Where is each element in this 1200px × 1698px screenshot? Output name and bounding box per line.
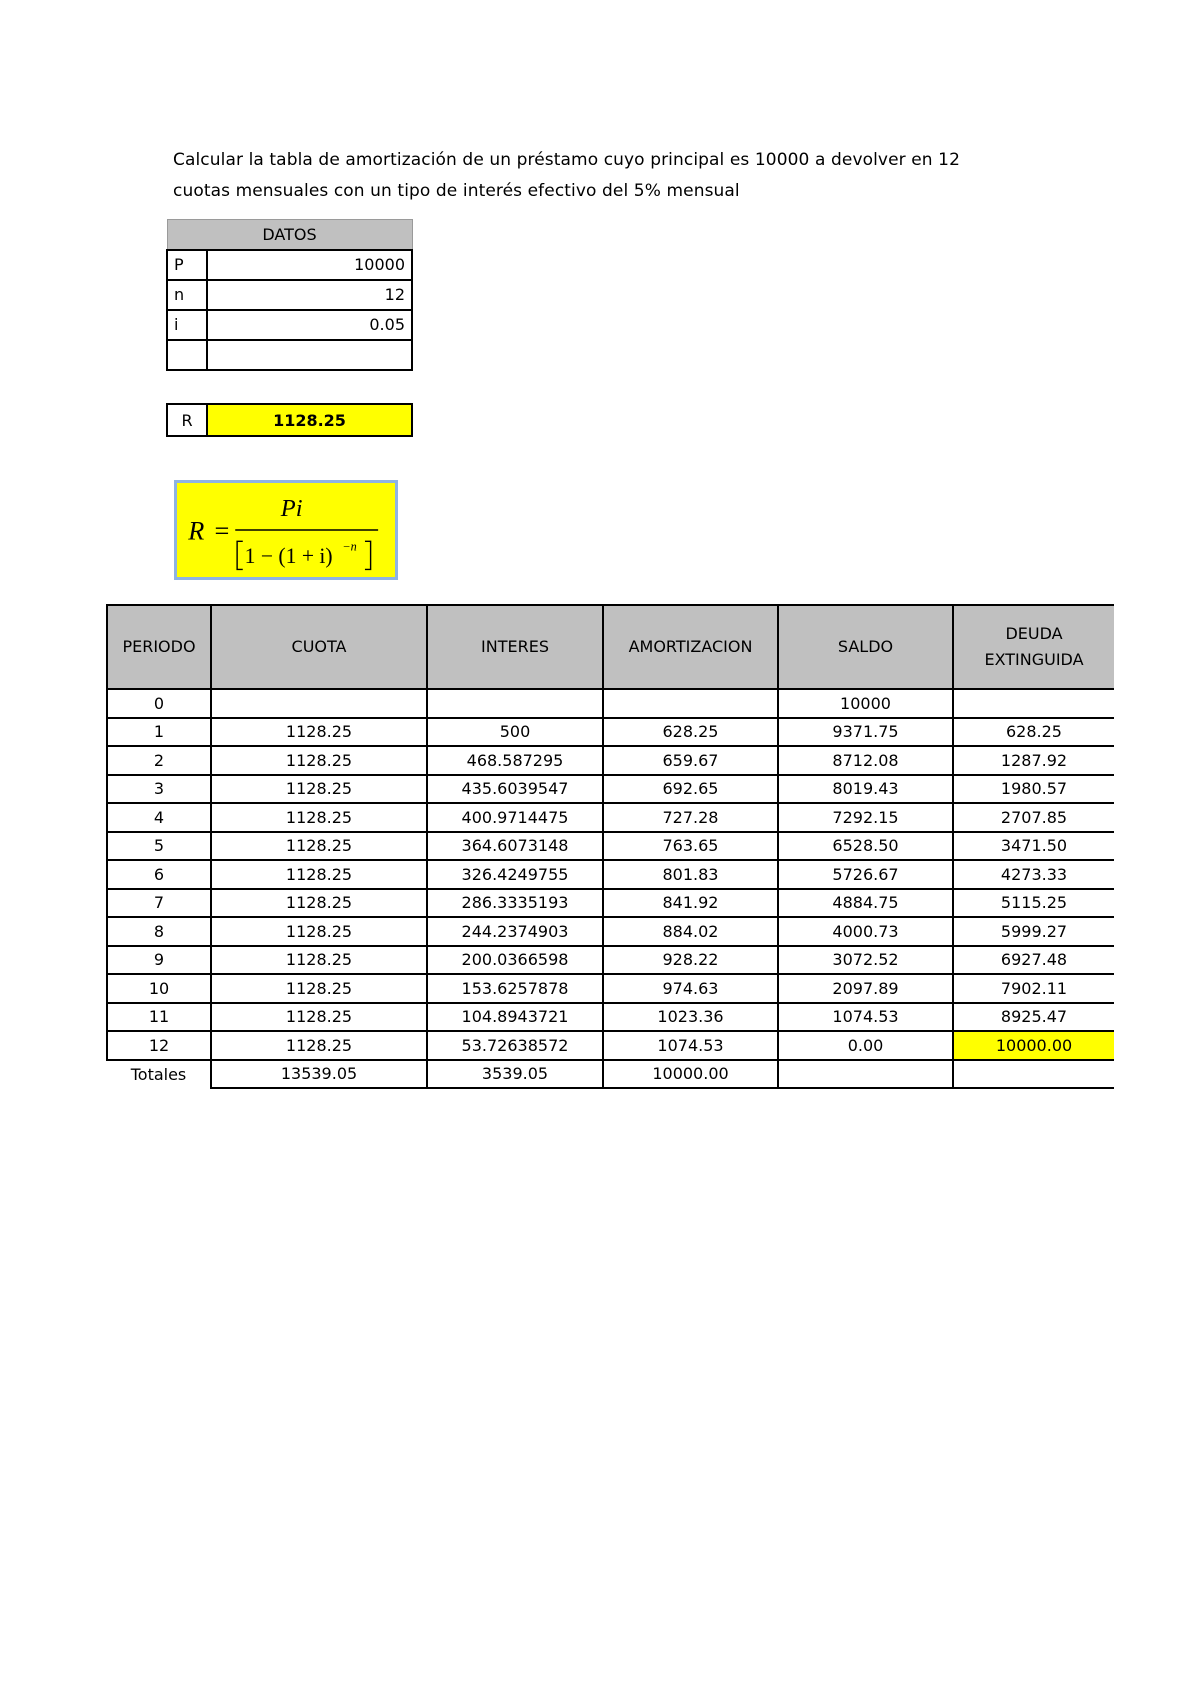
cell-saldo: 9371.75 <box>778 718 953 747</box>
table-row <box>107 746 1114 775</box>
cell-periodo: 10 <box>107 974 211 1003</box>
cell-periodo: 12 <box>107 1031 211 1060</box>
datos-key: i <box>167 310 207 340</box>
cell-amortizacion: 801.83 <box>603 860 778 889</box>
cell-periodo: 7 <box>107 889 211 918</box>
cell-deuda-extinguida: 5999.27 <box>953 917 1114 946</box>
cell-interes: 244.2374903 <box>427 917 603 946</box>
table-row <box>107 718 1114 747</box>
cell-amortizacion: 692.65 <box>603 775 778 804</box>
cell-cuota: 1128.25 <box>211 917 427 946</box>
cell-cuota: 1128.25 <box>211 746 427 775</box>
cell-interes: 153.6257878 <box>427 974 603 1003</box>
datos-row <box>167 250 412 280</box>
cell-amortizacion <box>603 689 778 718</box>
formula-lhs: R <box>188 516 205 546</box>
datos-table <box>166 219 413 371</box>
cell-cuota: 1128.25 <box>211 775 427 804</box>
problem-line-1: Calcular la tabla de amortización de un préstamo cuyo principal es 10000 a devolver en 12 <box>173 150 961 170</box>
cell-cuota <box>211 689 427 718</box>
cell-periodo: 4 <box>107 803 211 832</box>
datos-value: 12 <box>207 280 412 310</box>
cell-amortizacion: 1023.36 <box>603 1003 778 1032</box>
cell-saldo: 0.00 <box>778 1031 953 1060</box>
cell-interes: 3539.05 <box>427 1060 603 1089</box>
cell-interes: 500 <box>427 718 603 747</box>
cell-saldo: 8019.43 <box>778 775 953 804</box>
cell-amortizacion: 763.65 <box>603 832 778 861</box>
cell-interes: 435.6039547 <box>427 775 603 804</box>
table-row <box>107 946 1114 975</box>
result-key: R <box>167 404 207 436</box>
cell-cuota: 1128.25 <box>211 889 427 918</box>
cell-periodo: 5 <box>107 832 211 861</box>
cell-cuota: 1128.25 <box>211 803 427 832</box>
cell-deuda-extinguida: 3471.50 <box>953 832 1114 861</box>
cell-deuda-extinguida: 7902.11 <box>953 974 1114 1003</box>
cell-amortizacion: 841.92 <box>603 889 778 918</box>
cell-deuda-extinguida: 1287.92 <box>953 746 1114 775</box>
amortization-table <box>106 604 1114 1089</box>
cell-cuota: 1128.25 <box>211 718 427 747</box>
datos-key <box>167 340 207 370</box>
cell-saldo: 3072.52 <box>778 946 953 975</box>
cell-deuda-extinguida: 628.25 <box>953 718 1114 747</box>
cell-cuota: 1128.25 <box>211 860 427 889</box>
table-row <box>107 889 1114 918</box>
formula-numerator: Pi <box>280 494 303 522</box>
cell-cuota: 13539.05 <box>211 1060 427 1089</box>
cell-deuda-extinguida: 6927.48 <box>953 946 1114 975</box>
cell-amortizacion: 659.67 <box>603 746 778 775</box>
formula-exponent: −n <box>342 539 357 554</box>
header-interes: INTERES <box>427 605 603 689</box>
cell-amortizacion: 727.28 <box>603 803 778 832</box>
table-row <box>107 689 1114 718</box>
cell-periodo: 1 <box>107 718 211 747</box>
cell-cuota: 1128.25 <box>211 832 427 861</box>
cell-interes: 326.4249755 <box>427 860 603 889</box>
cell-interes: 468.587295 <box>427 746 603 775</box>
cell-saldo: 7292.15 <box>778 803 953 832</box>
header-cuota: CUOTA <box>211 605 427 689</box>
cell-cuota: 1128.25 <box>211 1031 427 1060</box>
cell-saldo: 4000.73 <box>778 917 953 946</box>
cell-periodo: 2 <box>107 746 211 775</box>
datos-row <box>167 340 412 370</box>
cell-interes: 400.9714475 <box>427 803 603 832</box>
cell-interes: 104.8943721 <box>427 1003 603 1032</box>
cell-cuota: 1128.25 <box>211 1003 427 1032</box>
cell-periodo: 8 <box>107 917 211 946</box>
cell-saldo: 8712.08 <box>778 746 953 775</box>
cell-interes: 200.0366598 <box>427 946 603 975</box>
cell-amortizacion: 884.02 <box>603 917 778 946</box>
cell-interes: 53.72638572 <box>427 1031 603 1060</box>
datos-row <box>167 310 412 340</box>
cell-deuda-extinguida <box>953 1060 1114 1089</box>
table-body <box>107 689 1114 1088</box>
formula-denominator: 1 − (1 + i) <box>244 543 333 568</box>
totals-row <box>107 1060 1114 1089</box>
datos-title: DATOS <box>167 220 412 250</box>
cell-deuda-extinguida: 4273.33 <box>953 860 1114 889</box>
formula-graphic <box>177 483 395 577</box>
problem-statement <box>173 145 1033 207</box>
annuity-formula <box>174 480 398 580</box>
cell-periodo: Totales <box>107 1060 211 1089</box>
table-row <box>107 1031 1114 1060</box>
problem-line-2: cuotas mensuales con un tipo de interés efectivo del 5% mensual <box>173 181 740 201</box>
cell-amortizacion: 628.25 <box>603 718 778 747</box>
datos-value: 0.05 <box>207 310 412 340</box>
table-row <box>107 860 1114 889</box>
cell-periodo: 11 <box>107 1003 211 1032</box>
cell-saldo: 1074.53 <box>778 1003 953 1032</box>
result-value: 1128.25 <box>207 404 412 436</box>
cell-deuda-extinguida: 10000.00 <box>953 1031 1114 1060</box>
table-row <box>107 917 1114 946</box>
cell-periodo: 3 <box>107 775 211 804</box>
datos-value: 10000 <box>207 250 412 280</box>
cell-periodo: 6 <box>107 860 211 889</box>
table-header-row <box>107 605 1114 689</box>
table-row <box>107 803 1114 832</box>
right-bracket <box>365 541 371 569</box>
header-deuda-extinguida: DEUDA EXTINGUIDA <box>953 605 1114 689</box>
result-box <box>166 403 413 437</box>
datos-row <box>167 280 412 310</box>
table-row <box>107 775 1114 804</box>
table-row <box>107 832 1114 861</box>
cell-saldo <box>778 1060 953 1089</box>
datos-value <box>207 340 412 370</box>
cell-interes: 286.3335193 <box>427 889 603 918</box>
cell-saldo: 5726.67 <box>778 860 953 889</box>
cell-deuda-extinguida: 1980.57 <box>953 775 1114 804</box>
datos-key: P <box>167 250 207 280</box>
left-bracket <box>237 541 243 569</box>
cell-amortizacion: 928.22 <box>603 946 778 975</box>
cell-deuda-extinguida: 5115.25 <box>953 889 1114 918</box>
cell-periodo: 9 <box>107 946 211 975</box>
cell-deuda-extinguida <box>953 689 1114 718</box>
cell-amortizacion: 1074.53 <box>603 1031 778 1060</box>
header-periodo: PERIODO <box>107 605 211 689</box>
cell-saldo: 4884.75 <box>778 889 953 918</box>
cell-saldo: 10000 <box>778 689 953 718</box>
cell-deuda-extinguida: 2707.85 <box>953 803 1114 832</box>
cell-saldo: 6528.50 <box>778 832 953 861</box>
formula-equals: = <box>214 516 230 546</box>
cell-saldo: 2097.89 <box>778 974 953 1003</box>
table-row <box>107 974 1114 1003</box>
cell-cuota: 1128.25 <box>211 974 427 1003</box>
cell-amortizacion: 10000.00 <box>603 1060 778 1089</box>
cell-amortizacion: 974.63 <box>603 974 778 1003</box>
header-saldo: SALDO <box>778 605 953 689</box>
table-row <box>107 1003 1114 1032</box>
header-amortizacion: AMORTIZACION <box>603 605 778 689</box>
cell-periodo: 0 <box>107 689 211 718</box>
cell-deuda-extinguida: 8925.47 <box>953 1003 1114 1032</box>
cell-interes: 364.6073148 <box>427 832 603 861</box>
cell-cuota: 1128.25 <box>211 946 427 975</box>
datos-key: n <box>167 280 207 310</box>
cell-interes <box>427 689 603 718</box>
